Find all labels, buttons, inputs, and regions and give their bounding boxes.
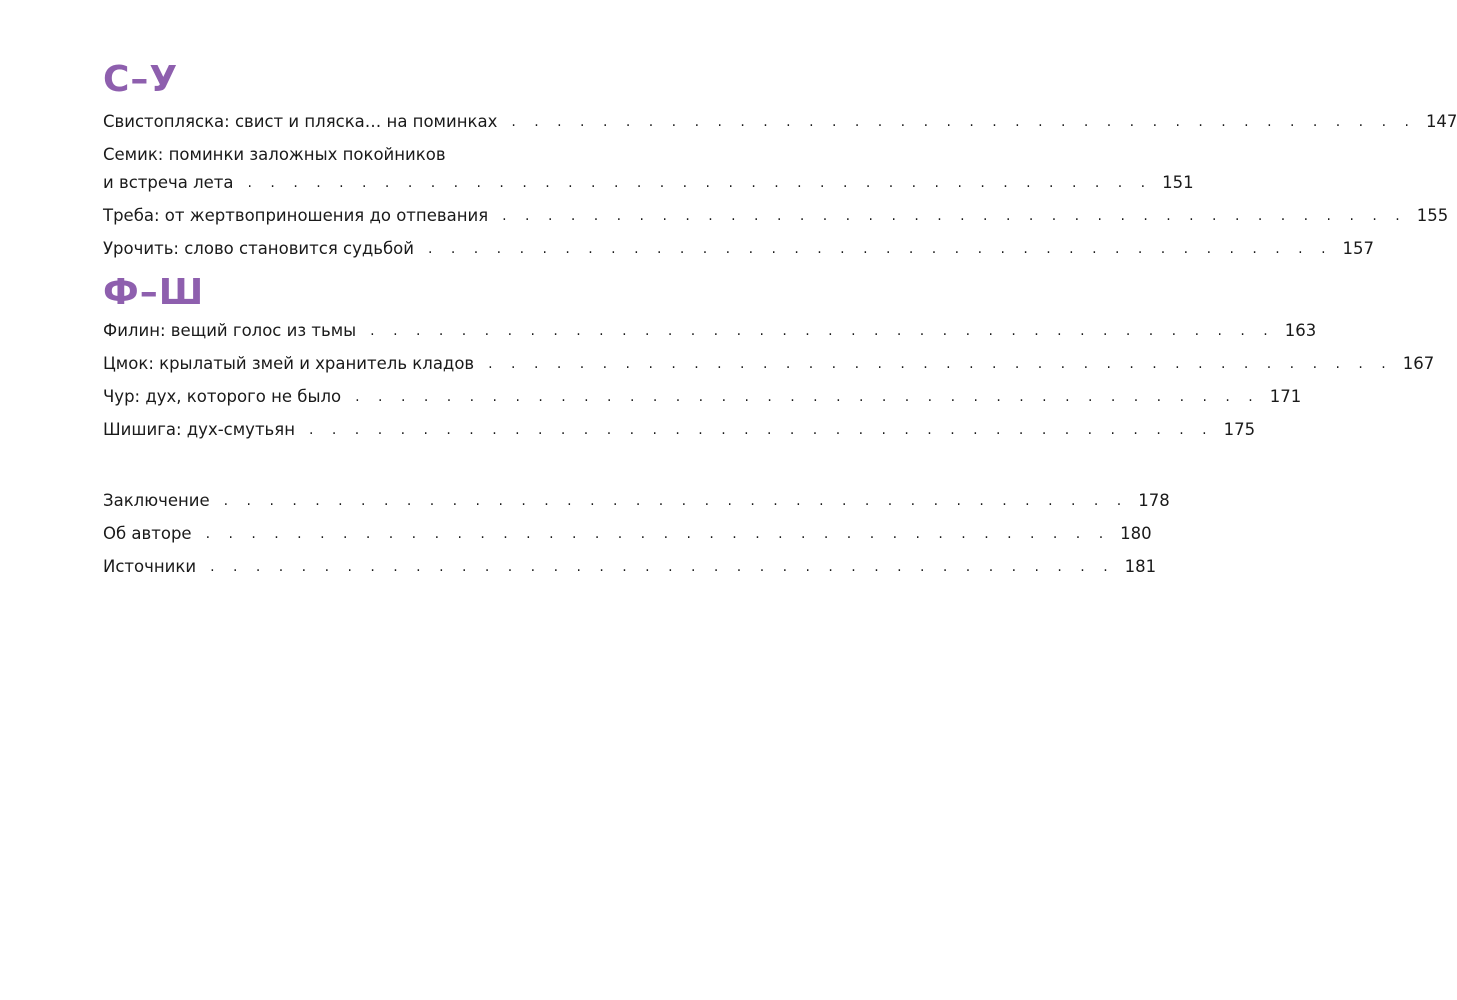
toc-entry[interactable] [103,487,1170,515]
toc-entry[interactable] [103,383,1302,411]
toc-entry[interactable] [103,141,1194,197]
dot-leader: . . . . . . . . . . . . . . . . . . . . . . . . . . . . . . . . . . . . . . . . [210,559,1115,575]
toc-entry-page: 155 [1416,206,1449,225]
toc-entry-title: Чур: дух, которого не было [103,387,342,406]
toc-entry-title: Филин: вещий голос из тьмы [103,321,357,340]
section-heading-f-sh: Ф–Ш [103,272,205,313]
toc-entry[interactable] [103,108,1457,136]
toc-entry-title-line1: Семик: поминки заложных покойников [103,145,446,164]
toc-entry[interactable] [103,416,1256,444]
dot-leader: . . . . . . . . . . . . . . . . . . . . . . . . . . . . . . . . . . . . . . . . [370,323,1275,339]
toc-entry-page: 171 [1269,387,1302,406]
dot-leader: . . . . . . . . . . . . . . . . . . . . . . . . . . . . . . . . . . . . . . . . [309,422,1214,438]
toc-entry-page: 181 [1124,557,1157,576]
toc-entry-page: 157 [1342,239,1375,258]
toc-entry[interactable] [103,317,1317,345]
dot-leader: . . . . . . . . . . . . . . . . . . . . . . . . . . . . . . . . . . . . . . . . [205,526,1111,542]
toc-section-s-u [103,108,1457,263]
dot-leader: . . . . . . . . . . . . . . . . . . . . . . . . . . . . . . . . . . . . . . . . [223,493,1129,509]
toc-entry-page: 175 [1223,420,1256,439]
toc-entry-title: Урочить: слово становится судьбой [103,239,414,258]
toc-entry-title: Свистопляска: свист и пляска… на поминках [103,112,498,131]
toc-entry-page: 167 [1402,354,1435,373]
toc-entry-page: 151 [1162,173,1194,192]
dot-leader: . . . . . . . . . . . . . . . . . . . . . . . . . . . . . . . . . . . . . . . . [511,114,1416,130]
toc-entry-page: 180 [1120,524,1152,543]
toc-entry-title: Треба: от жертвоприношения до отпевания [103,206,489,225]
table-of-contents [103,58,1457,586]
dot-leader: . . . . . . . . . . . . . . . . . . . . . . . . . . . . . . . . . . . . . . . . [502,208,1407,224]
toc-entry-title: Шишига: дух-смутьян [103,420,295,439]
toc-entry-page: 178 [1138,491,1170,510]
toc-entry[interactable] [103,350,1435,378]
toc-back-matter [103,487,1170,581]
toc-entry-page: 147 [1425,112,1457,131]
dot-leader: . . . . . . . . . . . . . . . . . . . . . . . . . . . . . . . . . . . . . . . . [355,389,1260,405]
section-heading-s-u: С–У [103,59,179,100]
toc-entry-title: Цмок: крылатый змей и хранитель кладов [103,354,475,373]
toc-entry-title: и встреча лета [103,173,234,192]
toc-entry-title: Заключение [103,491,210,510]
dot-leader: . . . . . . . . . . . . . . . . . . . . . . . . . . . . . . . . . . . . . . . . [427,241,1333,257]
toc-section-f-sh [103,317,1435,444]
toc-entry-page: 163 [1284,321,1317,340]
toc-entry-title: Об авторе [103,524,192,543]
toc-entry[interactable] [103,202,1449,230]
dot-leader: . . . . . . . . . . . . . . . . . . . . . . . . . . . . . . . . . . . . . . . . [247,175,1153,191]
dot-leader: . . . . . . . . . . . . . . . . . . . . . . . . . . . . . . . . . . . . . . . . [488,356,1393,372]
toc-entry-title: Источники [103,557,197,576]
toc-entry[interactable] [103,235,1375,263]
toc-entry[interactable] [103,553,1157,581]
toc-entry[interactable] [103,520,1152,548]
